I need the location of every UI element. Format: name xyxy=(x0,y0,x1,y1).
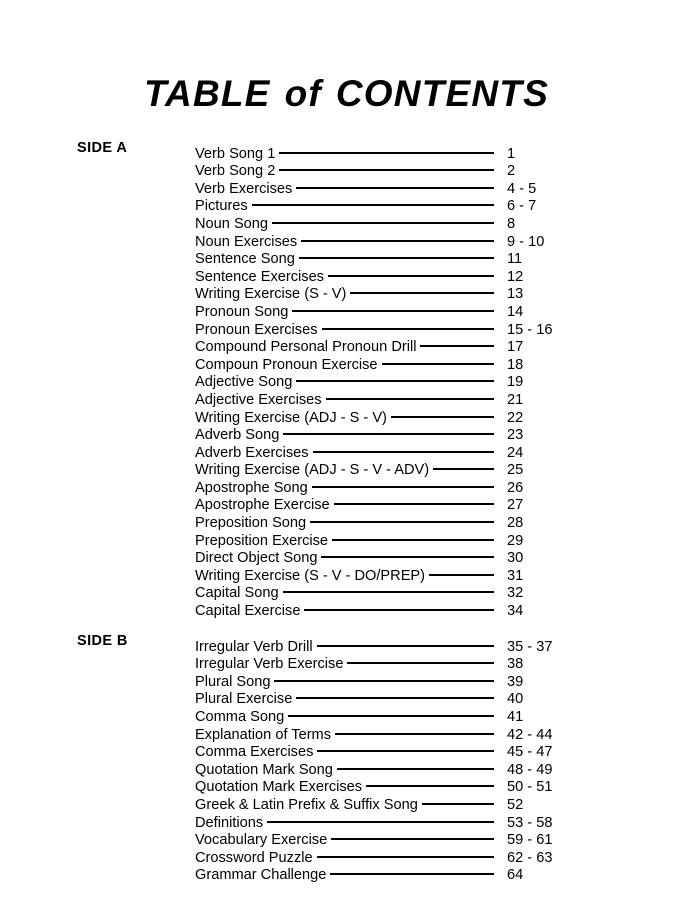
toc-leader-line xyxy=(301,228,494,246)
toc-leader-line xyxy=(335,721,494,739)
toc-leader-line xyxy=(283,580,494,598)
toc-leader-line xyxy=(296,369,494,387)
toc-leader-line xyxy=(322,316,495,334)
toc-entry-pages: 21 xyxy=(507,391,524,408)
toc-entry-pages: 24 xyxy=(507,444,524,461)
toc-entry-pages: 40 xyxy=(507,691,524,708)
toc-entry-list xyxy=(0,633,693,884)
toc-entry-pages: 34 xyxy=(507,603,524,620)
toc-entry-pages: 48 - 49 xyxy=(507,761,553,778)
toc-leader-line xyxy=(288,703,494,721)
toc-entry-title: Sentence Exercises xyxy=(195,268,324,285)
toc-entry-title: Crossword Puzzle xyxy=(195,849,313,866)
toc-leader-line xyxy=(283,422,494,440)
toc-entry-pages: 32 xyxy=(507,585,524,602)
toc-entry-title: Adverb Exercises xyxy=(195,444,309,461)
toc-leader-line xyxy=(366,774,494,792)
toc-entry-title: Verb Exercises xyxy=(195,180,293,197)
toc-leader-line xyxy=(313,439,494,457)
toc-entry-title: Capital Exercise xyxy=(195,603,301,620)
toc-leader-line xyxy=(391,404,494,422)
toc-leader-line xyxy=(310,509,494,527)
toc-entry-pages: 52 xyxy=(507,796,524,813)
toc-entry-pages: 14 xyxy=(507,303,524,320)
toc-entry-pages: 27 xyxy=(507,497,524,514)
toc-entry-title: Pictures xyxy=(195,198,248,215)
toc-entry-title: Apostrophe Exercise xyxy=(195,497,330,514)
toc-entry-pages: 9 - 10 xyxy=(507,233,545,250)
toc-entry-title: Definitions xyxy=(195,814,264,831)
toc-leader-line xyxy=(331,827,494,845)
toc-leader-line xyxy=(382,351,494,369)
toc-entry-pages: 26 xyxy=(507,479,524,496)
toc-entry-title: Pronoun Song xyxy=(195,303,289,320)
toc-entry-title: Adjective Song xyxy=(195,374,293,391)
toc-entry-title: Direct Object Song xyxy=(195,550,318,567)
toc-entry-title: Verb Song 2 xyxy=(195,163,276,180)
toc-entry-pages: 50 - 51 xyxy=(507,779,553,796)
page-title-word-table: TABLE xyxy=(143,72,271,114)
toc-entry-pages: 28 xyxy=(507,515,524,532)
toc-section xyxy=(0,633,693,884)
toc-entry-pages: 64 xyxy=(507,867,524,884)
toc-entry-title: Adjective Exercises xyxy=(195,391,322,408)
toc-entry-pages: 59 - 61 xyxy=(507,832,553,849)
toc-entry-pages: 6 - 7 xyxy=(507,198,537,215)
toc-leader-line xyxy=(296,686,494,704)
toc-entry-pages: 29 xyxy=(507,532,524,549)
toc-leader-line xyxy=(317,633,494,651)
page-title xyxy=(0,73,693,115)
toc-leader-line xyxy=(326,386,494,404)
side-label: SIDE B xyxy=(77,633,128,650)
toc-entry-pages: 53 - 58 xyxy=(507,814,553,831)
toc-leader-line xyxy=(429,562,494,580)
toc-leader-line xyxy=(337,756,494,774)
toc-leader-line xyxy=(279,158,494,176)
toc-entry-pages: 38 xyxy=(507,656,524,673)
toc-leader-line xyxy=(332,527,494,545)
toc-leader-line xyxy=(347,651,494,669)
toc-leader-line xyxy=(304,597,494,615)
toc-entry-title: Vocabulary Exercise xyxy=(195,832,328,849)
toc-entry-pages: 18 xyxy=(507,356,524,373)
toc-entry-title: Noun Song xyxy=(195,215,269,232)
toc-entry-title: Verb Song 1 xyxy=(195,145,276,162)
toc-entry-title: Writing Exercise (ADJ - S - V - ADV) xyxy=(195,462,430,479)
toc-leader-line xyxy=(330,862,494,880)
toc-entry-pages: 25 xyxy=(507,462,524,479)
toc-leader-line xyxy=(321,545,494,563)
toc-leader-line xyxy=(334,492,494,510)
toc-leader-line xyxy=(252,193,494,211)
page-title-word-of: of xyxy=(284,72,322,114)
side-label: SIDE A xyxy=(77,140,128,156)
toc-entry-pages: 22 xyxy=(507,409,524,426)
toc-entry-title: Quotation Mark Exercises xyxy=(195,779,363,796)
toc-entry-title: Explanation of Terms xyxy=(195,726,332,743)
toc-leader-line xyxy=(267,809,494,827)
toc-leader-line xyxy=(292,298,494,316)
toc-entry-title: Compound Personal Pronoun Drill xyxy=(195,339,417,356)
toc-entry-title: Compoun Pronoun Exercise xyxy=(195,356,378,373)
toc-entry-title: Apostrophe Song xyxy=(195,479,308,496)
toc-entry-pages: 15 - 16 xyxy=(507,321,553,338)
table-of-contents xyxy=(0,140,693,884)
toc-entry-pages: 39 xyxy=(507,673,524,690)
toc-entry-title: Comma Song xyxy=(195,709,285,725)
toc-entry-list xyxy=(0,140,693,620)
toc-section xyxy=(0,140,693,620)
toc-entry-pages: 2 xyxy=(507,163,516,180)
toc-entry-title: Irregular Verb Exercise xyxy=(195,656,344,673)
toc-entry-pages: 42 - 44 xyxy=(507,726,553,743)
toc-leader-line xyxy=(317,739,494,757)
toc-entry-pages: 19 xyxy=(507,374,524,391)
toc-entry-pages: 23 xyxy=(507,427,524,444)
toc-entry-pages: 45 - 47 xyxy=(507,744,553,761)
toc-entry-pages: 31 xyxy=(507,567,524,584)
toc-leader-line xyxy=(312,474,494,492)
toc-entry-title: Greek & Latin Prefix & Suffix Song xyxy=(195,796,418,813)
toc-entry-title: Sentence Song xyxy=(195,251,295,268)
toc-entry-title: Grammar Challenge xyxy=(195,867,327,884)
toc-leader-line xyxy=(317,844,494,862)
toc-leader-line xyxy=(272,210,494,228)
toc-entry-pages: 35 - 37 xyxy=(507,638,553,655)
toc-entry-pages: 17 xyxy=(507,339,524,356)
toc-entry-title: Noun Exercises xyxy=(195,233,298,250)
toc-entry-title: Writing Exercise (ADJ - S - V) xyxy=(195,409,387,426)
toc-entry-title: Quotation Mark Song xyxy=(195,761,333,778)
toc-leader-line xyxy=(274,668,494,686)
toc-leader-line xyxy=(328,263,494,281)
toc-entry-pages: 11 xyxy=(507,251,523,268)
toc-entry-title: Irregular Verb Drill xyxy=(195,638,313,655)
toc-entry-title: Writing Exercise (S - V) xyxy=(195,286,347,303)
toc-entry-title: Adverb Song xyxy=(195,427,280,444)
toc-entry-pages: 13 xyxy=(507,286,524,303)
toc-entry-pages: 4 - 5 xyxy=(507,180,537,197)
toc-entry-pages: 12 xyxy=(507,268,524,285)
toc-entry-title: Comma Exercises xyxy=(195,744,314,761)
toc-entry-title: Plural Exercise xyxy=(195,691,293,708)
toc-entry-title: Capital Song xyxy=(195,585,279,602)
toc-leader-line xyxy=(279,140,494,158)
toc-entry-title: Pronoun Exercises xyxy=(195,321,318,338)
toc-leader-line xyxy=(299,246,494,264)
toc-leader-line xyxy=(420,334,494,352)
toc-entry-pages: 30 xyxy=(507,550,524,567)
page-title-word-contents: CONTENTS xyxy=(335,72,549,114)
toc-entry-title: Preposition Exercise xyxy=(195,532,329,549)
toc-leader-line xyxy=(350,281,494,299)
toc-leader-line xyxy=(296,175,494,193)
toc-entry-pages: 8 xyxy=(507,215,516,232)
toc-entry-pages: 41 xyxy=(507,709,524,725)
toc-entry-pages: 62 - 63 xyxy=(507,849,553,866)
toc-leader-line xyxy=(422,791,494,809)
toc-entry-title: Preposition Song xyxy=(195,515,307,532)
toc-entry-pages: 1 xyxy=(507,145,516,162)
toc-leader-line xyxy=(433,457,494,475)
toc-entry-title: Writing Exercise (S - V - DO/PREP) xyxy=(195,567,426,584)
toc-entry-title: Plural Song xyxy=(195,673,271,690)
